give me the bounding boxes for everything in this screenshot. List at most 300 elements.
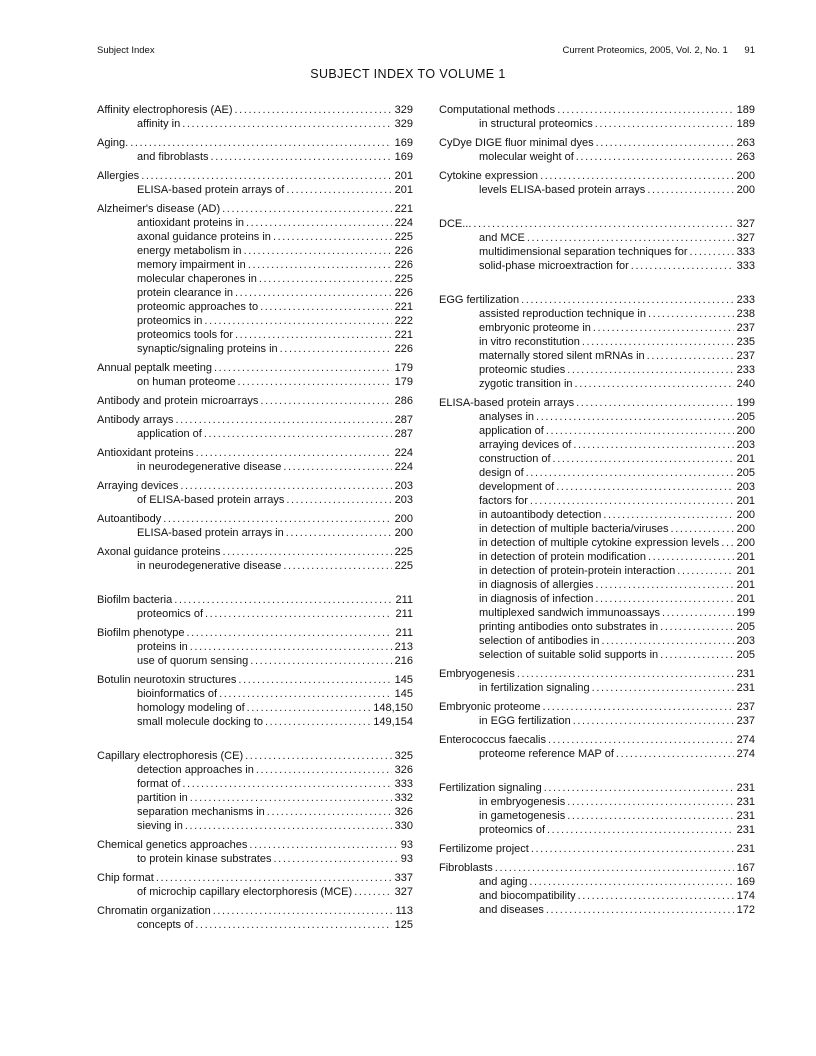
entry-term: multidimensional separation techniques for [479, 246, 688, 258]
page-number: 200 [736, 425, 755, 437]
leader-dots [546, 424, 734, 438]
entry-term: DCE... [439, 218, 472, 230]
page-number: 203 [736, 439, 755, 451]
page-number: 169 [736, 876, 755, 888]
entry-term: in gametogenesis [479, 810, 566, 822]
leader-dots [223, 545, 392, 559]
leader-dots [567, 809, 733, 823]
page-number: 199 [736, 397, 755, 409]
entry-term: proteome reference MAP of [479, 748, 614, 760]
leader-dots [521, 293, 734, 307]
entry-term: Chip format [97, 872, 154, 884]
entry-term: printing antibodies onto substrates in [479, 621, 659, 633]
index-entry-block [97, 512, 413, 540]
index-subentry [97, 607, 413, 621]
leader-dots [531, 842, 734, 856]
leader-dots [219, 687, 392, 701]
index-entry-block [97, 136, 413, 164]
entry-term: in neurodegenerative disease [137, 461, 282, 473]
index-subentry [439, 536, 755, 550]
index-entry-block [97, 838, 413, 866]
page-number: 330 [394, 820, 413, 832]
page-number: 221 [394, 203, 413, 215]
index-entry-block [97, 361, 413, 389]
leader-dots [601, 634, 733, 648]
leader-dots [156, 871, 392, 885]
entry-term: multiplexed sandwich immunoassays [479, 607, 660, 619]
leader-dots [235, 328, 392, 342]
page-number: 333 [394, 778, 413, 790]
entry-term: construction of [479, 453, 551, 465]
page-number: 200 [736, 184, 755, 196]
index-entry-block [97, 626, 413, 668]
entry-term: Antioxidant proteins [97, 447, 194, 459]
entry-term: design of [479, 467, 524, 479]
index-entry [97, 749, 413, 763]
index-entry [97, 103, 413, 117]
leader-dots [260, 394, 391, 408]
page-number: 149,154 [373, 716, 413, 728]
page-number: 333 [736, 246, 755, 258]
page-number: 238 [736, 308, 755, 320]
index-entry [439, 733, 755, 747]
leader-dots [186, 626, 392, 640]
entry-term: affinity in [137, 118, 181, 130]
page-number: 231 [736, 824, 755, 836]
index-entry-block [97, 413, 413, 441]
leader-dots [557, 103, 733, 117]
entry-term: in fertilization signaling [479, 682, 590, 694]
alpha-group [439, 103, 755, 197]
entry-term: synaptic/signaling proteins in [137, 343, 278, 355]
entry-term: factors for [479, 495, 528, 507]
index-subentry [439, 245, 755, 259]
entry-term: and biocompatibility [479, 890, 576, 902]
leader-dots [190, 791, 392, 805]
index-entry-block [439, 169, 755, 197]
index-subentry [439, 438, 755, 452]
index-subentry [439, 424, 755, 438]
entry-term: Arraying devices [97, 480, 179, 492]
entry-term: in detection of protein-protein interaction [479, 565, 676, 577]
leader-dots [660, 648, 733, 662]
entry-term: Alzheimer's disease (AD) [97, 203, 221, 215]
index-subentry [97, 701, 413, 715]
index-entry-block [97, 394, 413, 408]
page-number: 333 [736, 260, 755, 272]
index-subentry [439, 150, 755, 164]
page-number: 205 [736, 411, 755, 423]
leader-dots [573, 438, 733, 452]
leader-dots [582, 335, 734, 349]
page-number: 225 [394, 231, 413, 243]
index-subentry [439, 307, 755, 321]
index-entry-block [97, 103, 413, 131]
page-number: 148,150 [373, 702, 413, 714]
leader-dots [536, 410, 734, 424]
leader-dots [595, 117, 734, 131]
page-number: 145 [394, 688, 413, 700]
index-entry [97, 361, 413, 375]
page-number: 327 [736, 218, 755, 230]
entry-term: in structural proteomics [479, 118, 593, 130]
page-number: 325 [394, 750, 413, 762]
index-entry [439, 700, 755, 714]
entry-term: format of [137, 778, 181, 790]
index-entry [97, 593, 413, 607]
index-entry [97, 413, 413, 427]
index-entry-block [439, 136, 755, 164]
leader-dots [274, 852, 398, 866]
page-number: 203 [394, 494, 413, 506]
entry-term: embryonic proteome in [479, 322, 591, 334]
alpha-group [97, 749, 413, 932]
page-number: 201 [736, 495, 755, 507]
page-number: 226 [394, 343, 413, 355]
index-entry [97, 545, 413, 559]
alpha-group [439, 217, 755, 273]
index-columns [97, 103, 755, 932]
entry-term: Biofilm bacteria [97, 594, 173, 606]
leader-dots [283, 559, 391, 573]
page-number: 211 [395, 594, 413, 606]
page-number: 231 [736, 682, 755, 694]
entry-term: in vitro reconstitution [479, 336, 580, 348]
entry-term: of ELISA-based protein arrays [137, 494, 285, 506]
entry-term: and diseases [479, 904, 544, 916]
index-entry-block [439, 842, 755, 856]
index-subentry [439, 363, 755, 377]
index-subentry [439, 606, 755, 620]
leader-dots [546, 903, 734, 917]
leader-dots [567, 795, 733, 809]
entry-term: CyDye DIGE fluor minimal dyes [439, 137, 594, 149]
page-number: 327 [394, 886, 413, 898]
index-subentry [97, 885, 413, 899]
page-number: 213 [394, 641, 413, 653]
index-subentry [97, 559, 413, 573]
index-subentry [439, 117, 755, 131]
page-number: 231 [736, 810, 755, 822]
index-subentry [97, 375, 413, 389]
entry-term: axonal guidance proteins in [137, 231, 271, 243]
index-entry-block [439, 396, 755, 662]
entry-term: Computational methods [439, 104, 556, 116]
entry-term: solid-phase microextraction for [479, 260, 629, 272]
leader-dots [211, 150, 392, 164]
page-number: 221 [394, 329, 413, 341]
index-entry [97, 673, 413, 687]
entry-term: in diagnosis of infection [479, 593, 594, 605]
entry-term: ELISA-based protein arrays in [137, 527, 284, 539]
entry-term: on human proteome [137, 376, 236, 388]
leader-dots [286, 183, 391, 197]
entry-term: Chemical genetics approaches [97, 839, 248, 851]
entry-term: EGG fertilization [439, 294, 520, 306]
page-number: 172 [736, 904, 755, 916]
entry-term: Biofilm phenotype [97, 627, 185, 639]
index-subentry [439, 620, 755, 634]
index-subentry [97, 687, 413, 701]
entry-term: homology modeling of [137, 702, 245, 714]
index-subentry [439, 795, 755, 809]
entry-term: in embryogenesis [479, 796, 566, 808]
entry-term: selection of suitable solid supports in [479, 649, 659, 661]
index-subentry [97, 493, 413, 507]
index-subentry [439, 231, 755, 245]
page-number: 224 [394, 461, 413, 473]
index-subentry [439, 550, 755, 564]
leader-dots [182, 117, 391, 131]
page-number: 224 [394, 217, 413, 229]
index-subentry [439, 335, 755, 349]
index-subentry [439, 578, 755, 592]
page-number: 199 [736, 607, 755, 619]
page-number: 237 [736, 350, 755, 362]
index-subentry [439, 592, 755, 606]
leader-dots [576, 150, 734, 164]
leader-dots [721, 536, 733, 550]
page-number: 237 [736, 322, 755, 334]
page-number: 327 [736, 232, 755, 244]
entry-term: and aging [479, 876, 528, 888]
entry-term: Aging. [97, 137, 129, 149]
alpha-group [97, 103, 413, 573]
entry-term: Botulin neurotoxin structures [97, 674, 237, 686]
entry-term: energy metabolism in [137, 245, 242, 257]
page-number: 179 [394, 376, 413, 388]
page-number: 332 [394, 792, 413, 804]
page-number: 216 [394, 655, 413, 667]
leader-dots [603, 508, 733, 522]
index-column-left [97, 103, 413, 932]
leader-dots [647, 183, 733, 197]
index-subentry [439, 681, 755, 695]
index-subentry [439, 634, 755, 648]
leader-dots [660, 620, 733, 634]
entry-term: memory impairment in [137, 259, 246, 271]
index-entry-block [439, 103, 755, 131]
index-entry-block [439, 293, 755, 391]
leader-dots [677, 564, 733, 578]
leader-dots [631, 259, 734, 273]
leader-dots [527, 231, 734, 245]
page-number: 231 [736, 843, 755, 855]
entry-term: Fertilizome project [439, 843, 529, 855]
index-subentry [439, 508, 755, 522]
entry-term: in detection of multiple bacteria/viruses [479, 523, 669, 535]
leader-dots [578, 889, 734, 903]
leader-dots [267, 805, 392, 819]
entry-term: proteins in [137, 641, 188, 653]
page-number: 225 [394, 546, 413, 558]
page-number: 226 [394, 259, 413, 271]
entry-term: proteomic studies [479, 364, 566, 376]
entry-term: molecular weight of [479, 151, 574, 163]
page-number: 211 [395, 608, 413, 620]
entry-term: Embryogenesis [439, 668, 515, 680]
leader-dots [283, 460, 391, 474]
page-number: 263 [736, 137, 755, 149]
page-number: 201 [736, 453, 755, 465]
index-subentry [439, 183, 755, 197]
index-subentry [97, 286, 413, 300]
page-number: 225 [394, 273, 413, 285]
index-subentry [439, 321, 755, 335]
leader-dots [196, 446, 392, 460]
leader-dots [473, 217, 733, 231]
leader-dots [530, 494, 734, 508]
leader-dots [526, 466, 734, 480]
leader-dots [174, 593, 392, 607]
entry-term: separation mechanisms in [137, 806, 265, 818]
index-entry-block [97, 904, 413, 932]
page-number: 201 [736, 593, 755, 605]
leader-dots [540, 169, 734, 183]
index-column-right [439, 103, 755, 932]
leader-dots [185, 819, 392, 833]
leader-dots [592, 681, 734, 695]
page-number: 237 [736, 715, 755, 727]
index-entry [97, 838, 413, 852]
alpha-group [439, 781, 755, 917]
leader-dots [671, 522, 734, 536]
entry-term: proteomics of [479, 824, 546, 836]
index-subentry [97, 715, 413, 729]
entry-term: in EGG fertilization [479, 715, 571, 727]
entry-term: Cytokine expression [439, 170, 539, 182]
leader-dots [130, 136, 391, 150]
page-number: 221 [394, 301, 413, 313]
page-number: 226 [394, 287, 413, 299]
page-number: 211 [395, 627, 413, 639]
index-subentry [97, 272, 413, 286]
leader-dots [238, 673, 391, 687]
index-subentry [439, 823, 755, 837]
index-entry [97, 202, 413, 216]
page-number: 205 [736, 621, 755, 633]
entry-term: selection of antibodies in [479, 635, 600, 647]
index-entry [439, 103, 755, 117]
entry-term: concepts of [137, 919, 194, 931]
page-number: 113 [395, 905, 413, 917]
index-subentry [97, 777, 413, 791]
page-number: 201 [394, 184, 413, 196]
index-subentry [97, 763, 413, 777]
index-entry-block [97, 593, 413, 621]
entry-term: assisted reproduction technique in [479, 308, 646, 320]
entry-term: application of [137, 428, 202, 440]
page-number: 231 [736, 796, 755, 808]
index-subentry [97, 654, 413, 668]
leader-dots [593, 321, 734, 335]
entry-term: protein clearance in [137, 287, 234, 299]
entry-term: use of quorum sensing [137, 655, 249, 667]
page-number: 326 [394, 806, 413, 818]
entry-term: Allergies [97, 170, 140, 182]
index-subentry [97, 183, 413, 197]
page-number: 203 [394, 480, 413, 492]
leader-dots [235, 286, 392, 300]
leader-dots [662, 606, 734, 620]
index-subentry [439, 452, 755, 466]
index-subentry [439, 747, 755, 761]
index-subentry [97, 150, 413, 164]
leader-dots [573, 714, 734, 728]
index-subentry [439, 648, 755, 662]
page-number: 235 [736, 336, 755, 348]
leader-dots [256, 763, 392, 777]
entry-term: in neurodegenerative disease [137, 560, 282, 572]
page-number: 205 [736, 467, 755, 479]
leader-dots [259, 272, 392, 286]
entry-term: Fertilization signaling [439, 782, 542, 794]
leader-dots [280, 342, 392, 356]
index-subentry [97, 819, 413, 833]
leader-dots [245, 749, 392, 763]
index-entry [97, 479, 413, 493]
index-entry [97, 169, 413, 183]
leader-dots [547, 823, 734, 837]
leader-dots [548, 733, 734, 747]
page-number: 233 [736, 294, 755, 306]
page-number: 240 [736, 378, 755, 390]
page-title: SUBJECT INDEX TO VOLUME 1 [310, 67, 506, 81]
page-number: 287 [394, 428, 413, 440]
entry-term: of microchip capillary electorphoresis (MCE) [137, 886, 353, 898]
alpha-group [439, 293, 755, 761]
folio-page-number: 91 [744, 45, 755, 56]
index-entry [439, 842, 755, 856]
entry-term: in detection of protein modification [479, 551, 646, 563]
index-subentry [439, 480, 755, 494]
index-entry-block [439, 217, 755, 273]
entry-term: sieving in [137, 820, 183, 832]
entry-term: application of [479, 425, 544, 437]
leader-dots [205, 607, 392, 621]
leader-dots [553, 452, 734, 466]
page-number: 201 [736, 565, 755, 577]
entry-term: ELISA-based protein arrays [439, 397, 575, 409]
page-number: 329 [394, 118, 413, 130]
index-entry-block [97, 749, 413, 833]
index-entry-block [439, 861, 755, 917]
entry-term: development of [479, 481, 555, 493]
entry-term: zygotic transition in [479, 378, 573, 390]
leader-dots [543, 700, 734, 714]
entry-term: to protein kinase substrates [137, 853, 272, 865]
index-subentry [439, 714, 755, 728]
index-entry [97, 904, 413, 918]
leader-dots [204, 427, 392, 441]
leader-dots [575, 377, 734, 391]
leader-dots [260, 300, 392, 314]
index-subentry [439, 259, 755, 273]
page-number: 200 [394, 527, 413, 539]
leader-dots [286, 526, 392, 540]
index-entry-block [97, 446, 413, 474]
entry-term: Antibody and protein microarrays [97, 395, 259, 407]
index-subentry [439, 494, 755, 508]
leader-dots [182, 777, 391, 791]
index-entry-block [97, 871, 413, 899]
page-number: 205 [736, 649, 755, 661]
leader-dots [248, 258, 392, 272]
entry-term: Fibroblasts [439, 862, 493, 874]
entry-term: small molecule docking to [137, 716, 263, 728]
index-subentry [97, 244, 413, 258]
index-subentry [97, 805, 413, 819]
